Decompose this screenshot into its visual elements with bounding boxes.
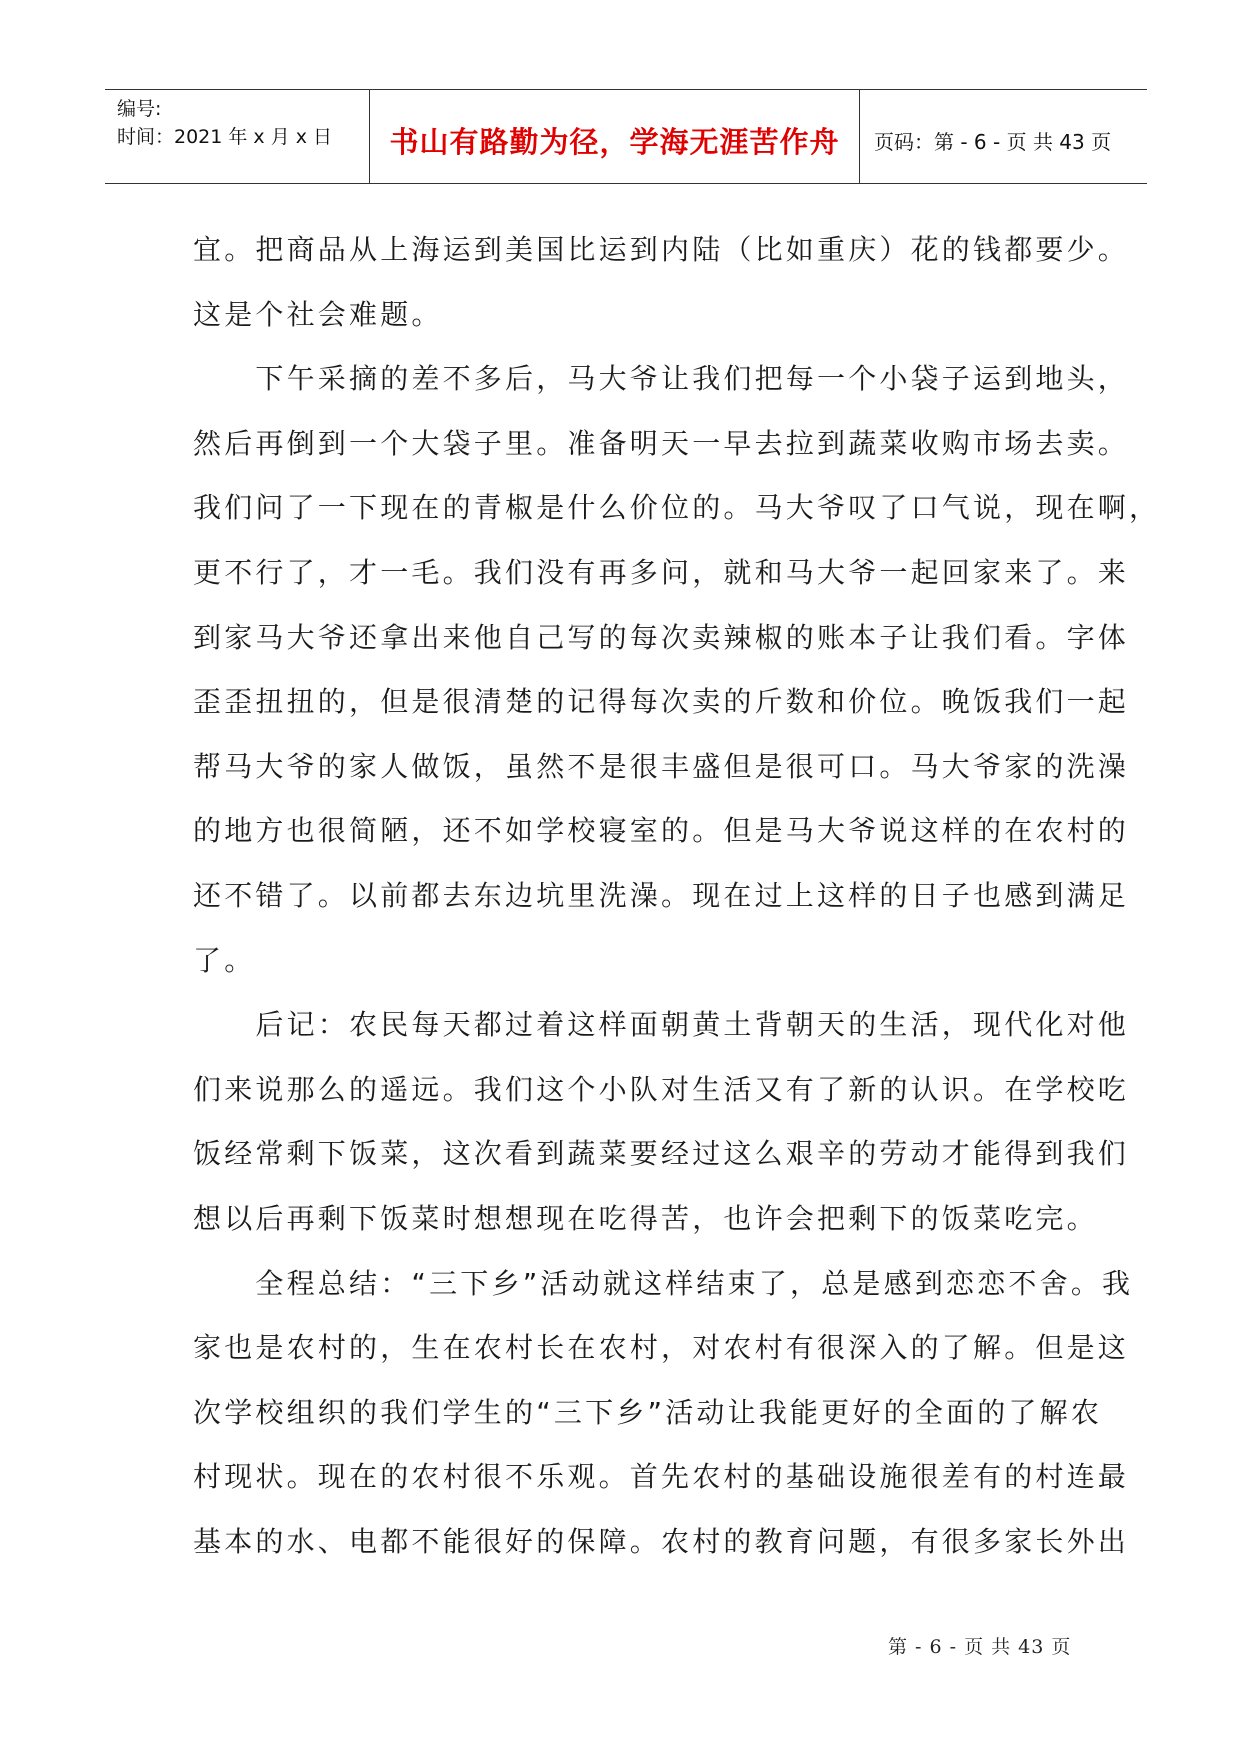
- text-line: 全程总结：“三下乡”活动就这样结束了，总是感到恋恋不舍。我: [193, 1266, 1134, 1300]
- text-line: 饭经常剩下饭菜，这次看到蔬菜要经过这么艰辛的劳动才能得到我们: [193, 1137, 1130, 1171]
- body-text: [193, 218, 1161, 1574]
- header-motto-cell: [369, 90, 860, 183]
- text-line: 了。: [193, 943, 256, 977]
- doc-date-label: 时间：2021 年 x 月 x 日: [117, 126, 333, 148]
- text-line: 的地方也很简陋，还不如学校寝室的。但是马大爷说这样的在农村的: [193, 814, 1130, 848]
- doc-number-label: 编号:: [117, 98, 162, 120]
- header-page-code: 页码：第 - 6 - 页 共 43 页: [874, 130, 1112, 154]
- text-line: 这是个社会难题。: [193, 297, 443, 331]
- text-line: 们来说那么的遥远。我们这个小队对生活又有了新的认识。在学校吃: [193, 1072, 1130, 1106]
- text-line: 家也是农村的，生在农村长在农村，对农村有很深入的了解。但是这: [193, 1331, 1130, 1365]
- page-footer: 第 - 6 - 页 共 43 页: [888, 1636, 1072, 1658]
- header-meta-cell: [105, 90, 369, 183]
- text-line: 到家马大爷还拿出来他自己写的每次卖辣椒的账本子让我们看。字体: [193, 620, 1130, 654]
- text-line: 然后再倒到一个大袋子里。准备明天一早去拉到蔬菜收购市场去卖。: [193, 426, 1130, 460]
- text-line: 还不错了。以前都去东边坑里洗澡。现在过上这样的日子也感到满足: [193, 878, 1130, 912]
- text-line: 想以后再剩下饭菜时想想现在吃得苦，也许会把剩下的饭菜吃完。: [193, 1201, 1098, 1235]
- text-line: 后记：农民每天都过着这样面朝黄土背朝天的生活，现代化对他: [193, 1008, 1130, 1042]
- header-page-cell: [860, 90, 1147, 183]
- document-header: [105, 89, 1147, 184]
- text-line: 下午采摘的差不多后，马大爷让我们把每一个小袋子运到地头，: [193, 362, 1130, 396]
- text-line: 次学校组织的我们学生的“三下乡”活动让我能更好的全面的了解农: [193, 1395, 1103, 1429]
- text-line: 基本的水、电都不能很好的保障。农村的教育问题，有很多家长外出: [193, 1524, 1130, 1558]
- text-line: 我们问了一下现在的青椒是什么价位的。马大爷叹了口气说，现在啊，: [193, 491, 1161, 525]
- text-line: 宜。把商品从上海运到美国比运到内陆（比如重庆）花的钱都要少。: [193, 233, 1130, 266]
- text-line: 歪歪扭扭的，但是很清楚的记得每次卖的斤数和价位。晚饭我们一起: [193, 685, 1130, 719]
- text-line: 更不行了，才一毛。我们没有再多问，就和马大爷一起回家来了。来: [193, 555, 1130, 589]
- text-line: 帮马大爷的家人做饭，虽然不是很丰盛但是很可口。马大爷家的洗澡: [193, 749, 1130, 783]
- header-motto: 书山有路勤为径，学海无涯苦作舟: [389, 125, 840, 159]
- text-line: 村现状。现在的农村很不乐观。首先农村的基础设施很差有的村连最: [193, 1460, 1130, 1494]
